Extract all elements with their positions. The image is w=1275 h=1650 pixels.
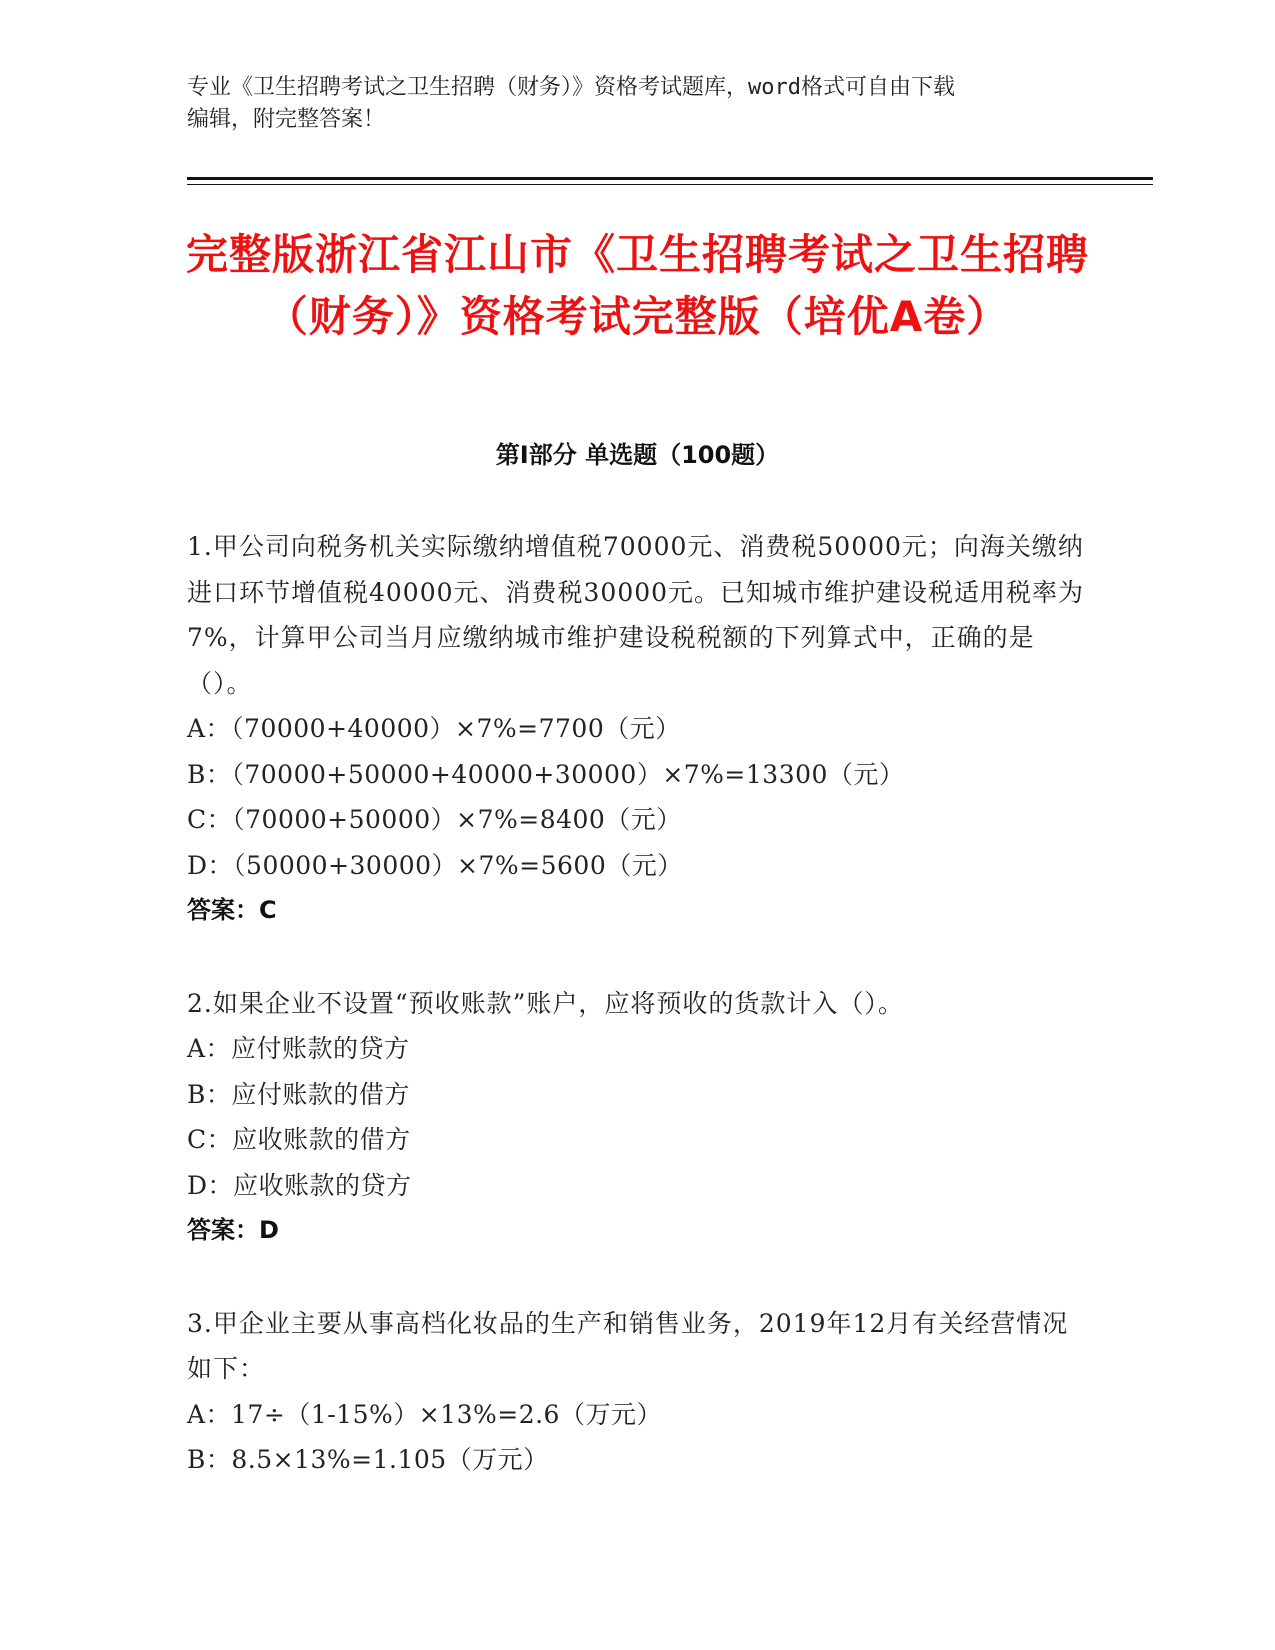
answer: 答案：D [187, 1216, 279, 1244]
header-divider-thick [187, 177, 1153, 180]
option-d: D：（50000+30000）×7%=5600（元） [187, 850, 683, 880]
option-b: B：（70000+50000+40000+30000）×7%=13300（元） [187, 759, 905, 789]
question-stem: 2.如果企业不设置“预收账款”账户，应将预收的货款计入（）。 [187, 988, 904, 1018]
option-a: A：（70000+40000）×7%=7700（元） [187, 714, 681, 743]
question-2 [187, 981, 1087, 1254]
header-note [187, 72, 1087, 136]
question-1 [187, 524, 1087, 934]
question-3 [187, 1301, 1087, 1483]
header-note-line-2: 编辑，附完整答案！ [187, 107, 386, 132]
answer: 答案：C [187, 896, 277, 924]
option-c: C：应收账款的借方 [187, 1125, 411, 1154]
section-title: 第Ⅰ部分 单选题（100题） [495, 441, 780, 469]
option-a: A：17÷（1-15%）×13%=2.6（万元） [187, 1399, 662, 1429]
document-title: 完整版浙江省江山市《卫生招聘考试之卫生招聘（财务）》资格考试完整版（培优A卷） [185, 230, 1089, 341]
option-b: B：8.5×13%=1.105（万元） [187, 1445, 549, 1474]
question-stem: 3.甲企业主要从事高档化妆品的生产和销售业务，2019年12月有关经营情况如下： [187, 1308, 1069, 1383]
question-list [187, 524, 1087, 1530]
header-divider-thin [187, 184, 1153, 185]
option-d: D：应收账款的贷方 [187, 1170, 412, 1200]
question-stem: 1.甲公司向税务机关实际缴纳增值税70000元、消费税50000元；向海关缴纳进口环节增值税40000元、消费税30000元。已知城市维护建设税适用税率为7%，计算甲公司当月应缴纳城市维护建设税税额的下列算式中，正确的是（）。 [187, 532, 1085, 698]
option-a: A：应付账款的贷方 [187, 1034, 410, 1063]
header-note-line-1: 专业《卫生招聘考试之卫生招聘（财务）》资格考试题库，word格式可自由下载 [187, 75, 955, 100]
option-c: C：（70000+50000）×7%=8400（元） [187, 805, 682, 834]
option-b: B：应付账款的借方 [187, 1079, 410, 1109]
